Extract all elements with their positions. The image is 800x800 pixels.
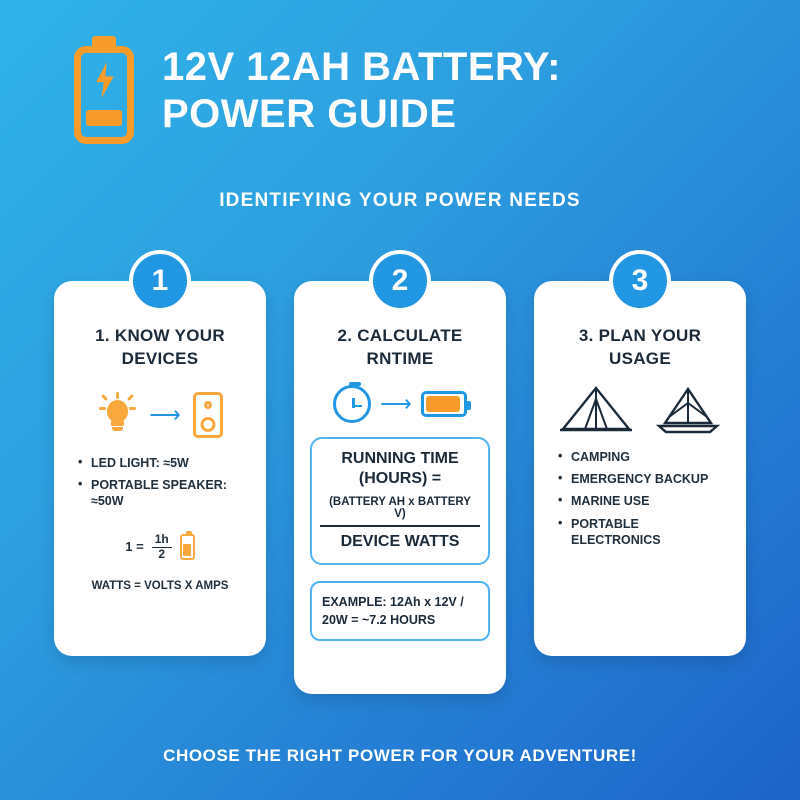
- usage-icons-row: [550, 383, 730, 435]
- formula-line3: DEVICE WATTS: [340, 532, 460, 550]
- formula-fraction: [152, 532, 172, 562]
- page-title-line2: POWER GUIDE: [162, 92, 457, 136]
- device-icons-row: [70, 389, 250, 441]
- hour-formula: [70, 532, 250, 562]
- list-item: • PORTABLE ELECTRONICS: [558, 516, 730, 549]
- card-heading-2: 2. CALCULATE RNTIME: [337, 326, 463, 368]
- section-subtitle: IDENTIFYING YOUR POWER NEEDS: [219, 190, 581, 211]
- clock-icon: [333, 385, 371, 423]
- speaker-icon: [193, 392, 223, 438]
- card-body-1: [54, 281, 266, 656]
- formula-denominator: 2: [158, 546, 166, 561]
- header: [0, 0, 800, 146]
- formula-left: 1 =: [125, 539, 144, 555]
- battery-charged-icon: [421, 391, 467, 417]
- card-body-3: [534, 281, 746, 656]
- card-body-2: [294, 281, 506, 694]
- boat-icon: [653, 385, 723, 435]
- lightbulb-icon: [97, 392, 137, 438]
- page-title-line1: 12V 12AH BATTERY:: [162, 44, 561, 89]
- list-item: • CAMPING: [558, 449, 730, 465]
- step-badge-1: 1: [129, 250, 191, 312]
- example-box: EXAMPLE: 12Ah x 12V / 20W = ~7.2 HOURS: [310, 581, 490, 641]
- runtime-formula-box: [310, 437, 490, 565]
- page-title: [162, 44, 561, 138]
- footer-tagline: CHOOSE THE RIGHT POWER FOR YOUR ADVENTURE!: [163, 746, 637, 765]
- usage-list: [550, 449, 730, 548]
- card-know-your-devices: [54, 250, 266, 694]
- card-calculate-runtime: [294, 250, 506, 694]
- card-heading-1: 1. KNOW YOUR DEVICES: [95, 326, 225, 368]
- formula-numerator: 1h: [152, 532, 172, 548]
- runtime-icons-row: [310, 385, 490, 423]
- list-item: • LED LIGHT: ≈5W: [78, 455, 250, 471]
- card-plan-your-usage: [534, 250, 746, 694]
- formula-line1: RUNNING TIME (HOURS) =: [341, 449, 459, 487]
- tent-icon: [557, 385, 635, 435]
- watts-note: WATTS = VOLTS X AMPS: [91, 579, 229, 592]
- list-item: • MARINE USE: [558, 493, 730, 509]
- battery-icon: [72, 36, 136, 146]
- device-list: [70, 455, 250, 510]
- step-badge-2: 2: [369, 250, 431, 312]
- formula-line2: (BATTERY AH x BATTERY V): [320, 492, 480, 527]
- step-badge-3: 3: [609, 250, 671, 312]
- list-item: • EMERGENCY BACKUP: [558, 471, 730, 487]
- card-heading-3: 3. PLAN YOUR USAGE: [578, 326, 702, 368]
- cards-container: [0, 250, 800, 694]
- arrow-right-icon: ⟶: [380, 390, 412, 416]
- arrow-right-icon: ⟶: [149, 401, 181, 427]
- list-item: • PORTABLE SPEAKER: ≈50W: [78, 477, 250, 510]
- battery-small-icon: [180, 534, 195, 560]
